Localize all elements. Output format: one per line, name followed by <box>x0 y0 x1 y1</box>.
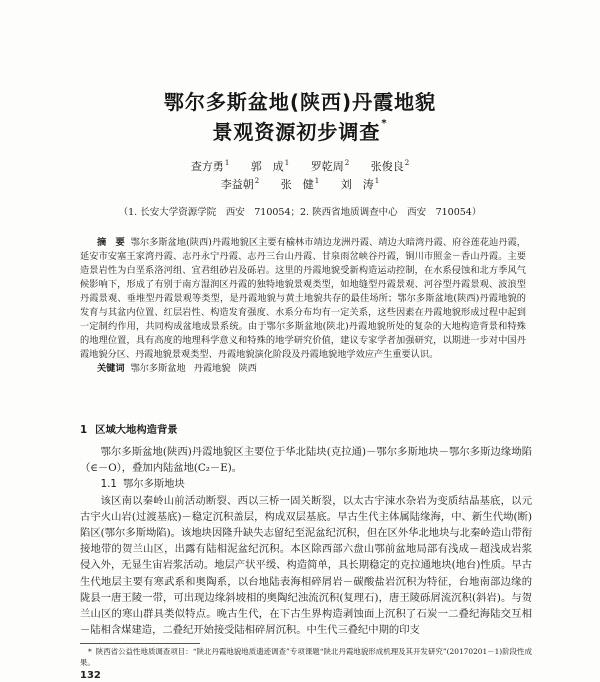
subsection-number: 1.1 <box>100 478 117 491</box>
title-line-2 <box>0 117 600 147</box>
subsection-heading <box>80 476 532 492</box>
section-title: 区域大地构造背景 <box>95 424 178 436</box>
author-row-1 <box>0 158 600 176</box>
section-heading <box>80 422 532 438</box>
author-affiliation-mark: 1 <box>224 159 230 168</box>
footnote-text-line <box>80 646 532 668</box>
author-affiliation-mark: 1 <box>314 177 320 186</box>
author-name: 李益朝 <box>220 178 254 191</box>
keyword: 鄂尔多斯盆地 <box>130 363 186 374</box>
subsection-title: 鄂尔多斯地块 <box>122 478 185 491</box>
author-affiliation-mark: 2 <box>344 159 350 168</box>
abstract-text: 鄂尔多斯盆地(陕西)丹霞地貌区主要有榆林市靖边龙洲丹霞、靖边大暗湾丹霞、府谷莲花辿丹霞，延安市安塞王家湾丹霞、志丹永宁丹霞、志丹三台山丹霞、甘泉雨岔峡谷丹霞，铜川市照金－香山丹霞。主要造景岩性为白垩系洛河组、宜君组砂岩及砾岩。这里的丹霞地貌受新构造运动控制，在水系侵蚀和北方季风气候影响下，形成了有别于南方湿润区丹霞的独特地貌景观类型，如地缝型丹霞景观、河谷型丹霞景观、波浪型丹霞景观、垂堆型丹霞景观等类型，是丹霞地貌与黄土地貌共存的最佳场所；鄂尔多斯盆地(陕西)丹霞地貌的发育与其盆内位置、红层岩性、构造发育强度、水系分布均有一定关系，这些因素在丹霞地貌形成过程中起到一定制约作用，共同构成盆地成景系统。由于鄂尔多斯盆地(陕北)丹霞地貌所处的复杂的大地构造背景和特殊的地理位置，具有高度的地理科学意义和特殊的地学研究价值，建议专家学者加强研究，以期进一步对中国丹霞地貌分区、丹霞地貌景观类型、丹霞地貌演化阶段及丹霞地貌地学效应产生重要认识。 <box>80 237 526 360</box>
abstract-label: 摘 要 <box>97 237 125 248</box>
author-affiliation-mark: 2 <box>254 177 260 186</box>
keywords-label: 关键词 <box>97 363 125 374</box>
author <box>311 158 349 176</box>
author-name: 查方勇 <box>190 160 224 173</box>
author <box>281 176 319 194</box>
author <box>341 176 379 194</box>
page-number: 132 <box>80 670 101 681</box>
section-intro-paragraph: 鄂尔多斯盆地(陕西)丹霞地貌区主要位于华北陆块(克拉通)－鄂尔多斯地块－鄂尔多斯边缘坳陷（∈－O），叠加内陆盆地(C₂－E)。 <box>80 446 532 475</box>
author-name: 罗乾周 <box>310 160 344 173</box>
author-row-2 <box>0 176 600 194</box>
author-name: 张 健 <box>280 178 314 191</box>
author <box>371 158 409 176</box>
title-line-2-text: 景观资源初步调查 <box>212 120 381 144</box>
footnote-marker: * <box>88 647 92 656</box>
title-footnote-marker: * <box>381 118 388 129</box>
keyword: 丹霞地貌 <box>193 363 231 374</box>
author-name: 郭 成 <box>250 160 284 173</box>
section-number: 1 <box>80 424 88 436</box>
footnote-text: 陕西省公益性地质调查项目：“陕北丹霞地貌地质遗迹调查”专项课题“陕北丹霞地貌形成机理及其开发研究”(20170201－1)阶段性成果。 <box>80 647 532 667</box>
keywords <box>80 362 526 376</box>
title-line-1: 鄂尔多斯盆地(陕西)丹霞地貌 <box>163 90 437 114</box>
author <box>221 176 259 194</box>
keyword: 陕西 <box>238 363 257 374</box>
section-1 <box>80 422 532 638</box>
author <box>251 158 289 176</box>
footnote <box>80 643 532 668</box>
author-affiliation-mark: 1 <box>374 177 380 186</box>
author <box>191 158 229 176</box>
abstract <box>80 236 526 362</box>
author-name: 刘 涛 <box>340 178 374 191</box>
abstract-block <box>80 236 526 376</box>
author-affiliation-mark: 1 <box>284 159 290 168</box>
author-name: 张俊良 <box>370 160 404 173</box>
author-list <box>0 158 600 194</box>
footnote-rule <box>80 643 200 644</box>
subsection-paragraph: 该区南以秦岭山前活动断裂、西以三桥一固关断裂，以太古宇涑水杂岩为变质结晶基底，以元古宇火山岩(过渡基底)－稳定沉积盖层，构成双层基底。早古生代主体属陆缘海，中、新生代坳(断)陷区(鄂尔多斯坳陷)。该地块因隆升缺失志留纪至泥盆纪沉积，但在区外华北地块与北秦岭造山带衔接地带的贺兰山区，出露有陆相泥盆纪沉积。本区除西部六盘山鄂前盆地局部有浅成－超浅成岩浆侵入外，无显生宙岩浆活动。地层产状平缓、构造简单，具长期稳定的克拉通地块(地台)性质。早古生代地层主要有寒武系和奥陶系，以台地陆表海相碎屑岩－碳酸盐岩沉积为特征，台地南部边缘的陇县一唐王陵一带，可出现边缘斜坡相的奥陶纪浊流沉积(复理石)，唐王陵砾屑流沉积(斜岩)。与贺兰山区的寒山群具类似特点。晚古生代，在下古生界构造剥蚀面上沉积了石炭一二叠纪海陆交互相－陆相含煤建造，二叠纪开始接受陆相碎屑沉积。中生代三叠纪中期的印支 <box>80 494 532 637</box>
paper-title <box>0 87 600 147</box>
affiliations: （1. 长安大学资源学院 西安 710054；2. 陕西省地质调查中心 西安 710054） <box>118 207 482 218</box>
author-affiliation-mark: 2 <box>404 159 410 168</box>
